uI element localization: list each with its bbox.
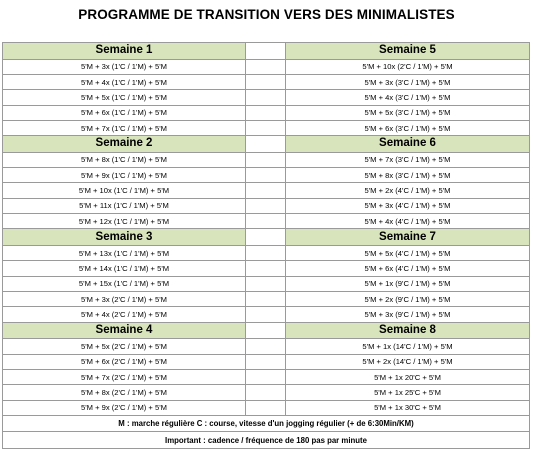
session-row — [3, 59, 530, 74]
spacer-cell — [246, 168, 286, 183]
spacer-cell — [246, 43, 286, 60]
session-cell-left: 5'M + 8x (1'C / 1'M) + 5'M — [3, 152, 246, 167]
table-footer — [3, 415, 530, 448]
session-row — [3, 214, 530, 229]
page-title: PROGRAMME DE TRANSITION VERS DES MINIMALISTES — [78, 7, 455, 22]
session-cell-right: 5'M + 4x (4'C / 1'M) + 5'M — [286, 214, 530, 229]
session-row — [3, 90, 530, 105]
important-row — [3, 432, 530, 449]
session-cell-left: 5'M + 3x (1'C / 1'M) + 5'M — [3, 59, 246, 74]
session-row — [3, 245, 530, 260]
spacer-cell — [246, 74, 286, 89]
session-row — [3, 354, 530, 369]
program-table — [2, 42, 530, 449]
week-title-right: Semaine 8 — [286, 322, 530, 339]
spacer-cell — [246, 385, 286, 400]
spacer-cell — [246, 245, 286, 260]
week-title-left: Semaine 3 — [3, 229, 246, 246]
important-note: Important : cadence / fréquence de 180 pas par minute — [3, 432, 530, 449]
spacer-cell — [246, 120, 286, 135]
session-row — [3, 339, 530, 354]
week-title-left: Semaine 1 — [3, 43, 246, 60]
session-row — [3, 261, 530, 276]
spacer-cell — [246, 214, 286, 229]
session-cell-right: 5'M + 3x (4'C / 1'M) + 5'M — [286, 198, 530, 213]
session-cell-right: 5'M + 2x (9'C / 1'M) + 5'M — [286, 291, 530, 306]
session-cell-left: 5'M + 5x (1'C / 1'M) + 5'M — [3, 90, 246, 105]
week-title-right: Semaine 5 — [286, 43, 530, 60]
session-row — [3, 400, 530, 415]
spacer-cell — [246, 291, 286, 306]
legend-text: M : marche régulière C : course, vitesse d'un jogging régulier (+ de 6:30Min/KM) — [3, 415, 530, 432]
session-cell-left: 5'M + 12x (1'C / 1'M) + 5'M — [3, 214, 246, 229]
session-cell-right: 5'M + 6x (3'C / 1'M) + 5'M — [286, 120, 530, 135]
session-row — [3, 74, 530, 89]
session-cell-right: 5'M + 1x 30'C + 5'M — [286, 400, 530, 415]
session-cell-right: 5'M + 1x (9'C / 1'M) + 5'M — [286, 276, 530, 291]
session-cell-left: 5'M + 8x (2'C / 1'M) + 5'M — [3, 385, 246, 400]
spacer-cell — [246, 136, 286, 153]
session-row — [3, 120, 530, 135]
spacer-cell — [246, 183, 286, 198]
session-row — [3, 168, 530, 183]
session-cell-right: 5'M + 8x (3'C / 1'M) + 5'M — [286, 168, 530, 183]
spacer-cell — [246, 261, 286, 276]
week-header-row — [3, 43, 530, 60]
session-cell-left: 5'M + 5x (2'C / 1'M) + 5'M — [3, 339, 246, 354]
session-cell-right: 5'M + 2x (4'C / 1'M) + 5'M — [286, 183, 530, 198]
session-row — [3, 276, 530, 291]
session-cell-right: 5'M + 7x (3'C / 1'M) + 5'M — [286, 152, 530, 167]
session-cell-left: 5'M + 4x (1'C / 1'M) + 5'M — [3, 74, 246, 89]
week-header-row — [3, 322, 530, 339]
spacer-cell — [246, 400, 286, 415]
session-cell-left: 5'M + 6x (2'C / 1'M) + 5'M — [3, 354, 246, 369]
session-cell-right: 5'M + 5x (4'C / 1'M) + 5'M — [286, 245, 530, 260]
session-row — [3, 369, 530, 384]
session-cell-right: 5'M + 3x (9'C / 1'M) + 5'M — [286, 307, 530, 322]
spacer-cell — [246, 369, 286, 384]
week-header-row — [3, 136, 530, 153]
spacer-cell — [246, 198, 286, 213]
session-cell-right: 5'M + 1x (14'C / 1'M) + 5'M — [286, 339, 530, 354]
session-row — [3, 105, 530, 120]
spacer-cell — [246, 229, 286, 246]
session-row — [3, 198, 530, 213]
week-header-row — [3, 229, 530, 246]
spacer-cell — [246, 339, 286, 354]
session-row — [3, 152, 530, 167]
session-cell-right: 5'M + 3x (3'C / 1'M) + 5'M — [286, 74, 530, 89]
spacer-cell — [246, 276, 286, 291]
session-row — [3, 183, 530, 198]
session-row — [3, 291, 530, 306]
spacer-cell — [246, 322, 286, 339]
week-title-left: Semaine 4 — [3, 322, 246, 339]
spacer-cell — [246, 105, 286, 120]
session-cell-left: 5'M + 4x (2'C / 1'M) + 5'M — [3, 307, 246, 322]
session-cell-left: 5'M + 15x (1'C / 1'M) + 5'M — [3, 276, 246, 291]
session-cell-right: 5'M + 4x (3'C / 1'M) + 5'M — [286, 90, 530, 105]
session-cell-left: 5'M + 9x (2'C / 1'M) + 5'M — [3, 400, 246, 415]
session-cell-left: 5'M + 13x (1'C / 1'M) + 5'M — [3, 245, 246, 260]
session-cell-left: 5'M + 7x (1'C / 1'M) + 5'M — [3, 120, 246, 135]
session-cell-right: 5'M + 1x 25'C + 5'M — [286, 385, 530, 400]
week-title-right: Semaine 6 — [286, 136, 530, 153]
spacer-cell — [246, 354, 286, 369]
session-cell-left: 5'M + 10x (1'C / 1'M) + 5'M — [3, 183, 246, 198]
session-cell-right: 5'M + 10x (2'C / 1'M) + 5'M — [286, 59, 530, 74]
session-cell-right: 5'M + 2x (14'C / 1'M) + 5'M — [286, 354, 530, 369]
session-cell-left: 5'M + 14x (1'C / 1'M) + 5'M — [3, 261, 246, 276]
session-cell-right: 5'M + 6x (4'C / 1'M) + 5'M — [286, 261, 530, 276]
week-title-left: Semaine 2 — [3, 136, 246, 153]
session-row — [3, 385, 530, 400]
session-cell-right: 5'M + 1x 20'C + 5'M — [286, 369, 530, 384]
session-cell-left: 5'M + 3x (2'C / 1'M) + 5'M — [3, 291, 246, 306]
legend-row — [3, 415, 530, 432]
week-title-right: Semaine 7 — [286, 229, 530, 246]
spacer-cell — [246, 307, 286, 322]
session-row — [3, 307, 530, 322]
session-cell-left: 5'M + 6x (1'C / 1'M) + 5'M — [3, 105, 246, 120]
program-table-body — [3, 43, 530, 416]
session-cell-left: 5'M + 11x (1'C / 1'M) + 5'M — [3, 198, 246, 213]
spacer-cell — [246, 152, 286, 167]
session-cell-left: 5'M + 7x (2'C / 1'M) + 5'M — [3, 369, 246, 384]
spacer-cell — [246, 59, 286, 74]
session-cell-left: 5'M + 9x (1'C / 1'M) + 5'M — [3, 168, 246, 183]
session-cell-right: 5'M + 5x (3'C / 1'M) + 5'M — [286, 105, 530, 120]
spacer-cell — [246, 90, 286, 105]
